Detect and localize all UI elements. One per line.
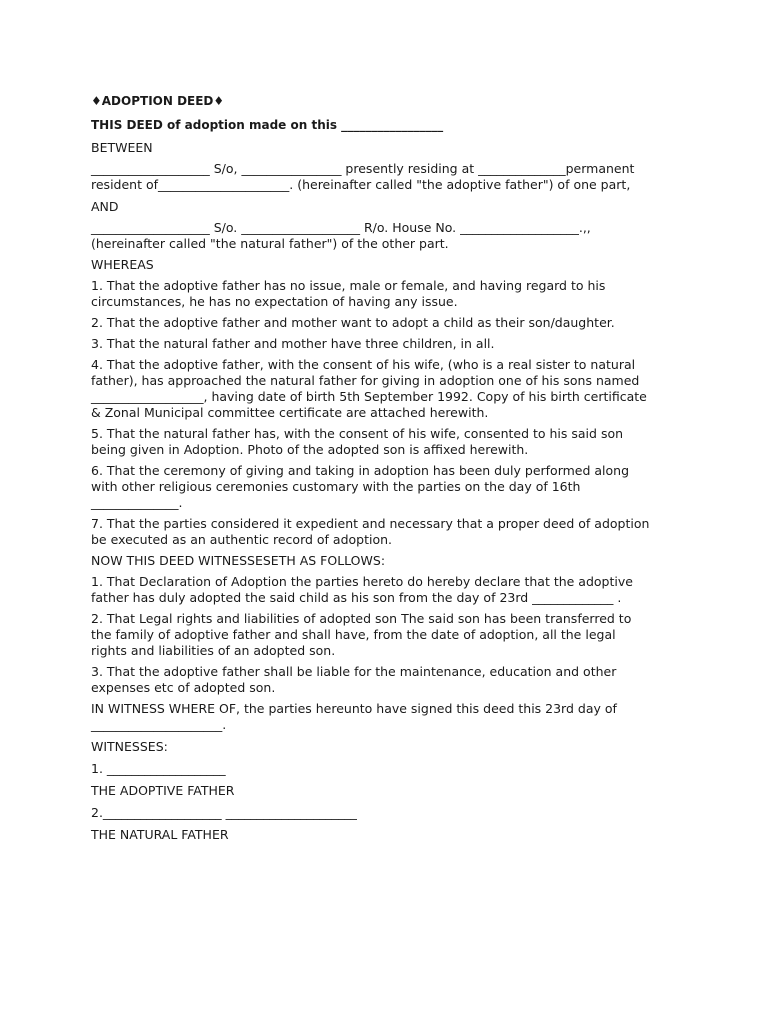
whereas-item: 2. That the adoptive father and mother want to adopt a child as their son/daughter.: [91, 315, 615, 330]
witnesses-heading: WITNESSES:: [91, 739, 168, 754]
and-heading: AND: [91, 199, 119, 214]
party-two-paragraph: ___________________ S/o. ___________________ R/o. House No. ___________________.,, (hereinafter called "the natural father") of the other part.: [91, 220, 591, 251]
natural-father-signature-label: THE NATURAL FATHER: [91, 827, 229, 842]
whereas-item: 5. That the natural father has, with the consent of his wife, consented to his said son being given in Adoption. Photo of the adopted son is affixed herewith.: [91, 426, 624, 457]
whereas-item: 3. That the natural father and mother have three children, in all.: [91, 336, 495, 351]
in-witness-paragraph: IN WITNESS WHERE OF, the parties hereunto have signed this deed this 23rd day of _____________________.: [91, 701, 617, 732]
document-title: ♦ADOPTION DEED♦: [91, 94, 225, 108]
deed-opening-line: THIS DEED of adoption made on this _________________: [91, 118, 444, 132]
whereas-item: 4. That the adoptive father, with the consent of his wife, (who is a real sister to natural father), has approached the natural father for giving in adoption one of his sons named __________________, having date of birth 5th September 1992. Copy of his birth certificate & Zonal Municipal committee certificate are attached herewith.: [91, 357, 647, 420]
witnesseth-item: 3. That the adoptive father shall be liable for the maintenance, education and other expenses etc of adopted son.: [91, 664, 617, 695]
whereas-heading: WHEREAS: [91, 257, 154, 272]
witnesseth-heading: NOW THIS DEED WITNESSESETH AS FOLLOWS:: [91, 553, 386, 568]
whereas-item: 1. That the adoptive father has no issue, male or female, and having regard to his circumstances, he has no expectation of having any issue.: [91, 278, 606, 309]
witness-two-line: 2.___________________ _____________________: [91, 805, 357, 820]
between-heading: BETWEEN: [91, 140, 153, 155]
witness-one-line: 1. ___________________: [91, 761, 226, 776]
whereas-item: 7. That the parties considered it expedient and necessary that a proper deed of adoption be executed as an authentic record of adoption.: [91, 516, 650, 547]
witnesseth-item: 2. That Legal rights and liabilities of adopted son The said son has been transferred to the family of adoptive father and shall have, from the date of adoption, all the legal rights and liabilities of an adopted son.: [91, 611, 632, 658]
document-page: [91, 93, 651, 848]
party-one-paragraph: ___________________ S/o, ________________ presently residing at ______________permanent resident of_____________________. (hereinafter called "the adoptive father") of one part,: [91, 161, 635, 192]
witnesseth-item: 1. That Declaration of Adoption the parties hereto do hereby declare that the adoptive father has duly adopted the said child as his son from the day of 23rd _____________ .: [91, 574, 633, 605]
adoptive-father-signature-label: THE ADOPTIVE FATHER: [91, 783, 235, 798]
whereas-item: 6. That the ceremony of giving and taking in adoption has been duly performed along with other religious ceremonies customary with the parties on the day of 16th ______________.: [91, 463, 630, 510]
